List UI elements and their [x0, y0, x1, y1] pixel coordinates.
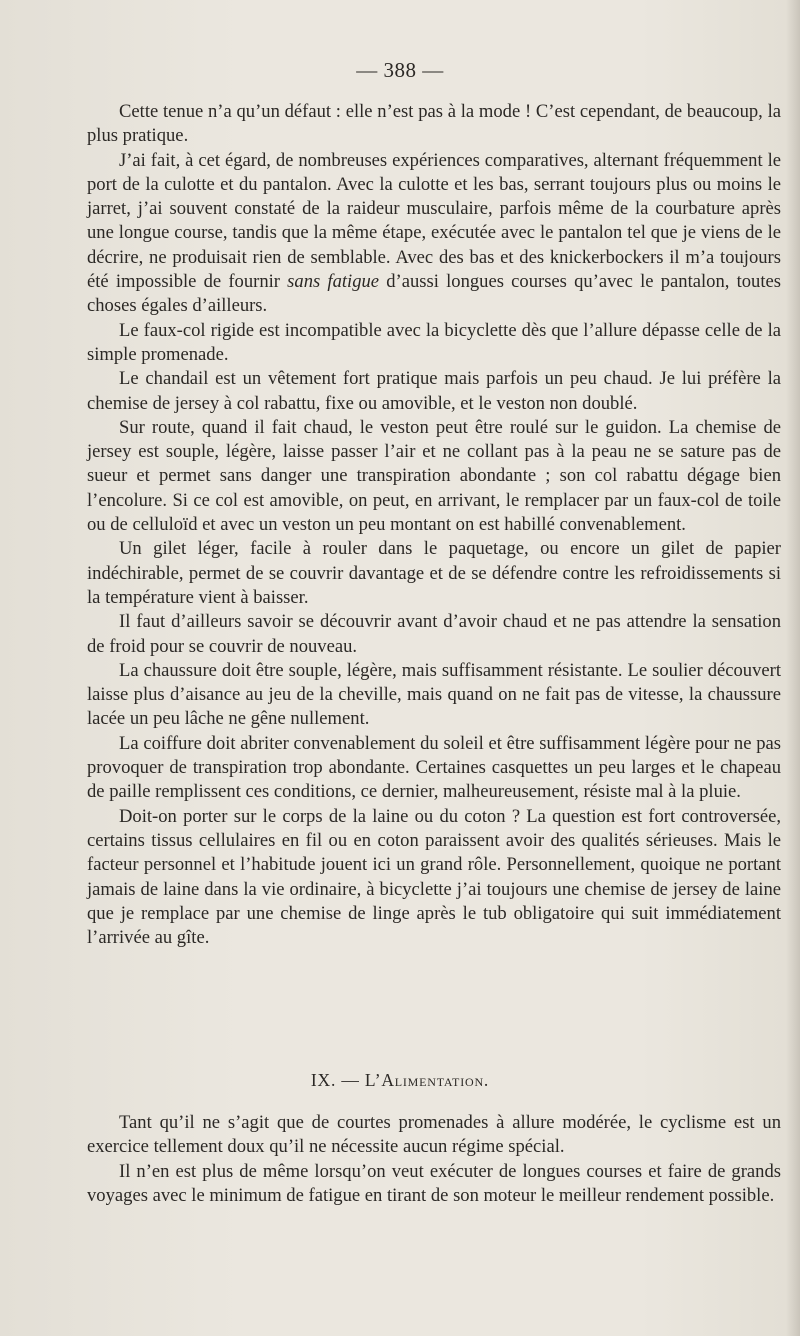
paragraph: Le faux-col rigide est incompatible avec la bicyclette dès que l’allure dépasse celle de la simple promenade.	[87, 319, 781, 365]
paragraph: Il n’en est plus de même lorsqu’on veut exécuter de longues courses et faire de grands voyages avec le minimum de fatigue en tirant de son moteur le meilleur rendement possible.	[87, 1160, 781, 1206]
paragraph-text: J’ai fait, à cet égard, de nombreuses expériences comparatives, alternant fréquemment le port de la culotte et du pantalon. Avec la culotte et les bas, serrant toujours plus ou moins le jarret, j’ai souvent constaté de la raideur musculaire, parfois même de la courbature après une longue course, tandis que la même étape, exécutée avec le pantalon tel que je viens de le décrire, ne produisait rien de semblable. Avec des bas et des knickerbockers il m’a toujours été impossible de fournir	[87, 149, 781, 293]
page-edge-shadow	[786, 0, 800, 1336]
italic-phrase: sans fatigue	[287, 271, 380, 293]
section-title: L’Alimentation.	[364, 1070, 490, 1090]
paragraph: La coiffure doit abriter convenablement du soleil et être suffisamment légère pour ne pas provoquer de transpiration trop abondante. Certaines casquettes un peu larges et le chapeau de paille remplissent ces conditions, ce dernier, malheureusement, résiste mal à la pluie.	[87, 732, 781, 803]
paragraph: Le chandail est un vêtement fort pratique mais parfois un peu chaud. Je lui préfère la chemise de jersey à col rabattu, fixe ou amovible, et le veston non doublé.	[87, 368, 781, 414]
section-text	[87, 1111, 781, 1208]
page-number: — 388 —	[356, 58, 444, 82]
paragraph: Il faut d’ailleurs savoir se découvrir avant d’avoir chaud et ne pas attendre la sensation de froid pour se couvrir de nouveau.	[87, 611, 781, 657]
paragraph: Cette tenue n’a qu’un défaut : elle n’est pas à la mode ! C’est cependant, de beaucoup, la plus pratique.	[87, 101, 781, 147]
paragraph: La chaussure doit être souple, légère, mais suffisamment résistante. Le soulier découvert laisse plus d’aisance au jeu de la cheville, mais quand on ne fait pas de vitesse, la chaussure lacée un peu lâche ne gêne nullement.	[87, 659, 781, 730]
section-number: IX. —	[310, 1070, 360, 1090]
paragraph: Doit-on porter sur le corps de la laine ou du coton ? La question est fort controversée, certains tissus cellulaires en fil ou en coton paraissent avoir des qualités sérieuses. Mais le facteur personnel et l’habitude jouent ici un grand rôle. Personnellement, quoique ne portant jamais de laine dans la vie ordinaire, à bicyclette j’ai toujours une chemise de jersey de laine que je remplace par une chemise de linge après le tub obligatoire qui suit immédiatement l’arrivée au gîte.	[87, 805, 781, 949]
paragraph	[87, 149, 781, 319]
paragraph-text: d’aussi longues courses qu’avec le pantalon, toutes choses égales d’ailleurs.	[87, 271, 782, 317]
paragraph: Tant qu’il ne s’agit que de courtes promenades à allure modérée, le cyclisme est un exercice tellement doux qu’il ne nécessite aucun régime spécial.	[87, 1112, 781, 1158]
paragraph: Un gilet léger, facile à rouler dans le paquetage, ou encore un gilet de papier indéchirable, permet de se couvrir davantage et de se défendre contre les refroidissements si la température vient à baisser.	[87, 538, 781, 608]
paragraph: Sur route, quand il fait chaud, le veston peut être roulé sur le guidon. La chemise de jersey est souple, légère, laisse passer l’air et ne collant pas à la peau ne se sature pas de sueur et permet sans danger une transpiration abondante ; son col rabattu dégage bien l’encolure. Si ce col est amovible, on peut, en arrivant, le remplacer par un faux-col de toile ou de celluloïd et avec un veston un peu montant on est habillé convenablement.	[87, 416, 781, 536]
body-text	[87, 100, 781, 950]
section-heading	[0, 1070, 800, 1091]
